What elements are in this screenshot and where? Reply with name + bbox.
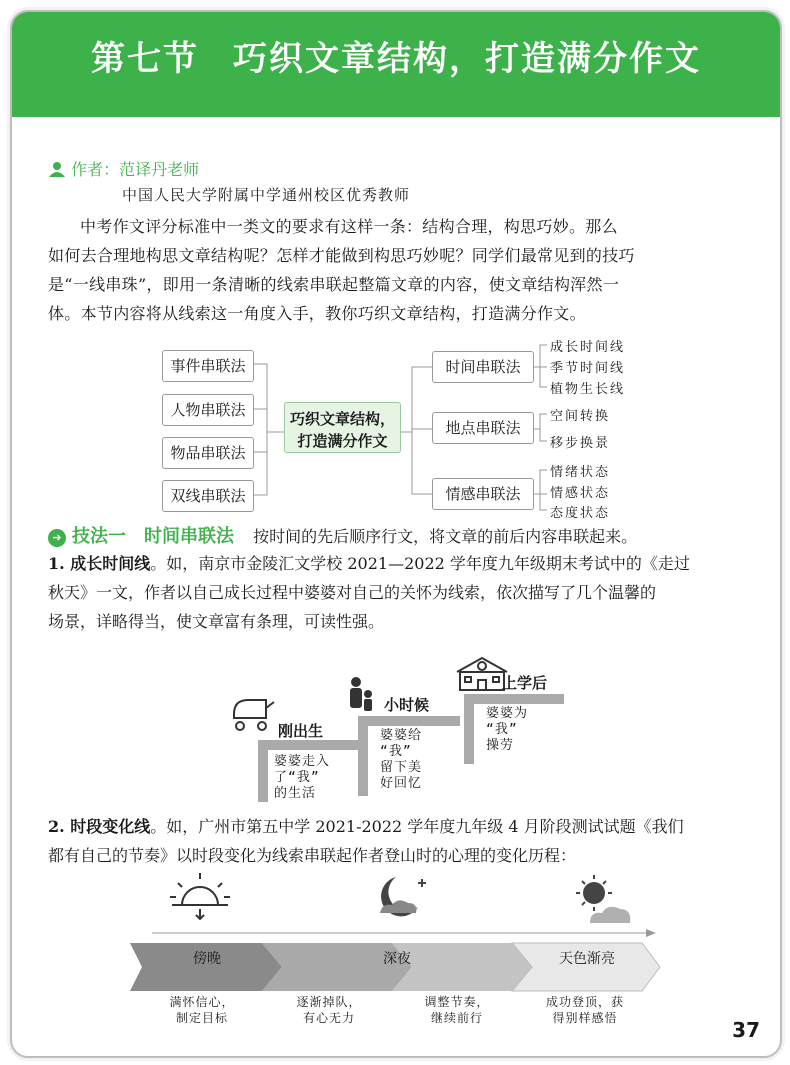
stair-label: 刚出生 xyxy=(278,722,324,740)
stair-text xyxy=(380,728,422,792)
author-name: 作者：范译丹老师 xyxy=(71,160,200,179)
timeline-desc-line: 调整节奏， xyxy=(424,995,490,1009)
author-affiliation: 中国人民大学附属中学通州校区优秀教师 xyxy=(122,186,411,204)
stair-text xyxy=(486,706,528,754)
mindmap-left-node: 人物串联法 xyxy=(162,394,254,426)
section1-line: 。如，南京市金陵汇文学校 2021—2022 学年度九年级期末考试中的《走过 xyxy=(150,554,690,573)
page-number: 37 xyxy=(732,1018,760,1042)
timeline-desc-line: 得别样感悟 xyxy=(552,1011,618,1025)
mindmap-leaf: 季节时间线 xyxy=(550,361,626,376)
timeline-desc xyxy=(412,994,502,1026)
intro-line: 体。本节内容将从线索这一角度入手，教你巧织文章结构，打造满分作文。 xyxy=(48,304,586,323)
mindmap-center-node xyxy=(284,402,401,453)
stair-line: “我” xyxy=(380,744,412,759)
moon-icon xyxy=(380,877,426,916)
person-icon xyxy=(48,161,66,177)
mindmap-left-node: 事件串联法 xyxy=(162,350,254,382)
timeline-desc-line: 成功登顶，获 xyxy=(545,995,624,1009)
school-icon xyxy=(457,658,507,690)
mindmap-leaf: 植物生长线 xyxy=(550,382,626,397)
mindmap-leaf: 移步换景 xyxy=(550,436,611,451)
mindmap-leaf: 情感状态 xyxy=(550,486,611,501)
chapter-banner xyxy=(12,12,780,117)
stair-line: “我” xyxy=(486,722,518,737)
stair-line: 的生活 xyxy=(274,786,317,801)
timeline-desc-line: 逐渐掉队， xyxy=(296,995,362,1009)
timeline-label: 天色渐亮 xyxy=(559,951,615,967)
skill-tag: 技法一 时间串联法 xyxy=(72,526,234,547)
timeline-desc-line: 制定目标 xyxy=(175,1011,228,1025)
stair-line: 好回忆 xyxy=(380,776,423,791)
section1-lead: 1. 成长时间线 xyxy=(48,554,151,573)
stair-line: 婆婆走入 xyxy=(274,754,331,769)
section1-paragraph xyxy=(48,549,748,636)
mindmap-left-node: 双线串联法 xyxy=(162,480,254,512)
timeline-desc xyxy=(284,994,374,1026)
mindmap-right-node: 时间串联法 xyxy=(432,351,534,383)
stair-line: 操劳 xyxy=(486,738,515,753)
section1-line: 秋天》一文，作者以自己成长过程中婆婆对自己的关怀为线索，依次描写了几个温馨的 xyxy=(48,583,657,602)
mindmap-leaf: 成长时间线 xyxy=(550,340,626,355)
mindmap-right-node: 地点串联法 xyxy=(432,412,534,444)
section2-paragraph xyxy=(48,812,748,870)
stroller-icon xyxy=(234,700,274,730)
stair-line: 婆婆为 xyxy=(486,706,529,721)
intro-line: 如何去合理地构思文章结构呢？怎样才能做到构思巧妙呢？同学们最常见到的技巧 xyxy=(48,246,635,265)
family-icon xyxy=(350,677,372,711)
timeline-diagram xyxy=(12,867,780,997)
stair-line: 婆婆给 xyxy=(380,728,423,743)
section2-lead: 2. 时段变化线 xyxy=(48,817,151,836)
mindmap-leaf: 态度状态 xyxy=(550,506,611,521)
stair-label: 小时候 xyxy=(384,696,430,714)
stair-line: 留下美 xyxy=(380,760,423,775)
stair-label: 上学后 xyxy=(502,674,548,692)
skill-desc: 按时间的先后顺序行文，将文章的前后内容串联起来。 xyxy=(253,527,638,546)
timeline-desc xyxy=(530,994,640,1026)
timeline-desc xyxy=(157,994,247,1026)
banner-section: 第七节 xyxy=(91,39,199,79)
arrow-icon: ➔ xyxy=(48,529,66,547)
timeline-desc-line: 继续前行 xyxy=(430,1011,483,1025)
stair-line: 了“我” xyxy=(274,770,320,785)
intro-paragraph xyxy=(48,212,678,328)
mindmap-leaf: 空间转换 xyxy=(550,409,611,424)
center-line: 巧织文章结构， xyxy=(289,410,395,428)
section2-line: 。如，广州市第五中学 2021-2022 学年度九年级 4 月阶段测试试题《我们 xyxy=(150,817,684,836)
sun-cloud-icon xyxy=(576,875,630,923)
intro-line: 中考作文评分标准中一类文的要求有这样一条：结构合理，构思巧妙。那么 xyxy=(80,217,618,236)
intro-line: 是“一线串珠”，即用一条清晰的线索串联起整篇文章的内容，使文章结构浑然一 xyxy=(48,275,620,294)
timeline-desc-line: 有心无力 xyxy=(302,1011,355,1025)
section1-line: 场景，详略得当，使文章富有条理，可读性强。 xyxy=(48,612,385,631)
banner-title: 巧织文章结构，打造满分作文 xyxy=(233,39,701,79)
timeline-label: 深夜 xyxy=(383,951,411,967)
page-frame xyxy=(10,10,782,1058)
stair-text xyxy=(274,754,330,802)
timeline-desc-line: 满怀信心， xyxy=(169,995,235,1009)
mindmap-leaf: 情绪状态 xyxy=(550,465,611,480)
section2-line: 都有自己的节奏》以时段变化为线索串联起作者登山时的心理的变化历程： xyxy=(48,846,577,865)
sunset-icon xyxy=(170,873,230,919)
timeline-label: 傍晚 xyxy=(193,951,221,967)
center-line: 打造满分作文 xyxy=(297,432,388,450)
mindmap-left-node: 物品串联法 xyxy=(162,437,254,469)
author-line xyxy=(48,157,199,180)
skill-heading xyxy=(48,522,637,548)
mindmap-right-node: 情感串联法 xyxy=(432,478,534,510)
